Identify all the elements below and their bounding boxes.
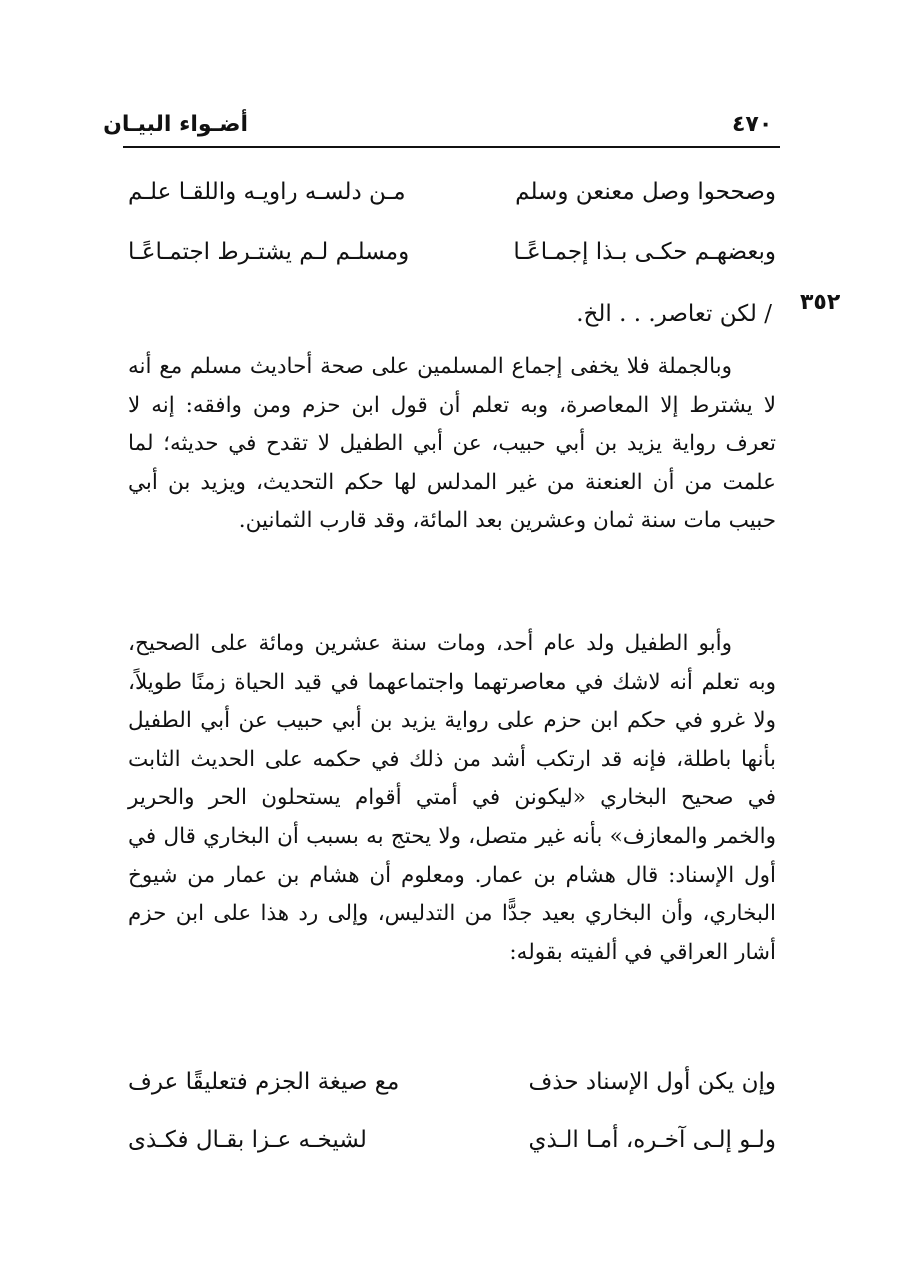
body-paragraph: وأبو الطفيل ولد عام أحد، ومات سنة عشرين ومائة على الصحيح، وبه تعلم أنه لاشك في معاصرتهما واجتماعهما في قيد الحياة زمنًا طويلاً، ولا غرو في حكم ابن حزم على رواية يزيد بن أبي حبيب عن أبي الطفيل بأنها باطلة، فإنه قد ارتكب أشد من ذلك في حكمه على الحديث الثابت في صحيح البخاري «ليكونن في أمتي أقوام يستحلون الحر والحرير والخمر والمعازف» بأنه غير متصل، ولا يحتج به بسبب أن البخاري قال في أول الإسناد: قال هشام بن عمار. ومعلوم أن هشام بن عمار من شيوخ البخاري، وأن البخاري بعيد جدًّا من التدليس، وإلى رد هذا على ابن حزم أشار العراقي في ألفيته بقوله:: [128, 631, 776, 965]
header-rule: [123, 146, 780, 148]
body-paragraph: وبالجملة فلا يخفى إجماع المسلمين على صحة أحاديث مسلم مع أنه لا يشترط إلا المعاصرة، وبه تعلم أن قول ابن حزم ومن وافقه: إنه لا تعرف رواية يزيد بن أبي حبيب، عن أبي الطفيل لا تقدح في حديثه؛ لما علمت من أن العنعنة من غير المدلس لها حكم التحديث، ويزيد بن أبي حبيب مات سنة ثمان وعشرين بعد المائة، وقد قارب الثمانين.: [128, 354, 776, 534]
verse-first-hemistich: وصححوا وصل معنعن وسلم: [515, 179, 776, 205]
verse-second-hemistich: مع صيغة الجزم فتعليقًا عرف: [128, 1069, 400, 1095]
verse-line: [128, 170, 776, 214]
verse-second-hemistich: مـن دلسـه راويـه واللقـا علـم: [128, 179, 406, 205]
continuation-reference: / لكن تعاصر. . . الخ.: [576, 301, 772, 327]
verse-first-hemistich: ولـو إلـى آخـره، أمـا الـذي: [528, 1127, 776, 1153]
running-header-title: أضـواء البيـان: [103, 112, 248, 137]
verse-second-hemistich: لشيخـه عـزا بقـال فكـذى: [128, 1127, 367, 1153]
verse-first-hemistich: وبعضهـم حكـى بـذا إجمـاعًـا: [513, 239, 776, 265]
page-number: ٤٧٠: [732, 112, 773, 137]
verse-line: [128, 1060, 776, 1104]
verse-second-hemistich: ومسلـم لـم يشتـرط اجتمـاعًـا: [128, 239, 410, 265]
verse-line: [128, 1118, 776, 1162]
margin-page-reference: ٣٥٢: [800, 290, 841, 315]
verse-line: [128, 230, 776, 274]
verse-first-hemistich: وإن يكن أول الإسناد حذف: [528, 1069, 776, 1095]
